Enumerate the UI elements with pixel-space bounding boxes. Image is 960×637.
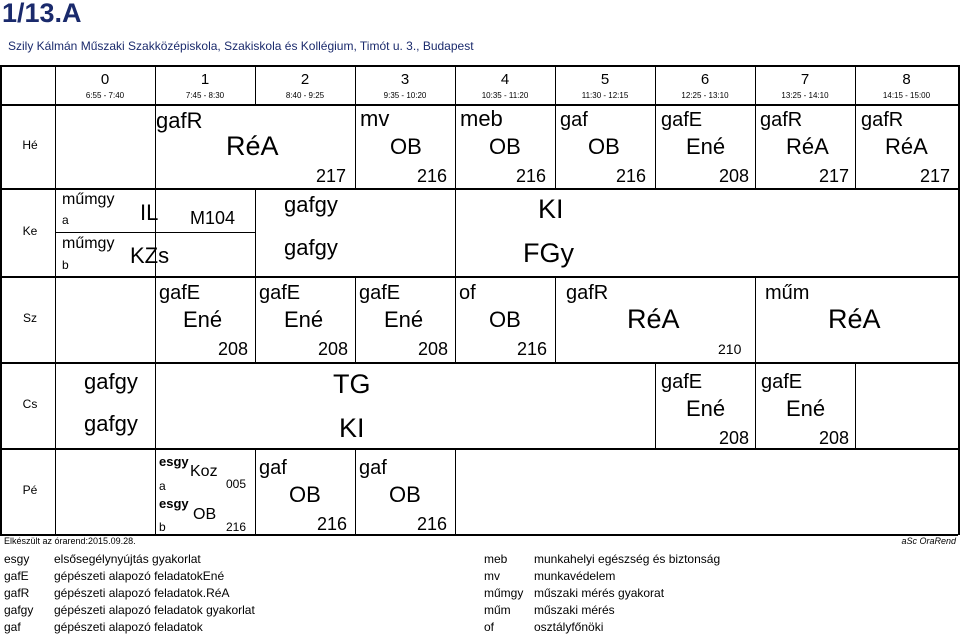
thu-p6-teacher: Ené bbox=[686, 396, 726, 421]
tue-gafgy-1: gafgy bbox=[284, 192, 338, 217]
school-name: Szily Kálmán Műszaki Szakközépiskola, Szakiskola és Kollégium, Timót u. 3., Budapest bbox=[8, 39, 474, 53]
wed-p3-room: 208 bbox=[418, 339, 449, 359]
page-title: 1/13.A bbox=[2, 0, 82, 28]
wed-p78-subject: műm bbox=[765, 282, 810, 304]
legend-item bbox=[484, 620, 603, 634]
wed-p3-teacher: Ené bbox=[384, 307, 424, 332]
grid-line bbox=[455, 188, 456, 276]
fri-p2-subject: gaf bbox=[259, 457, 287, 479]
mon-p4-subject: meb bbox=[460, 106, 503, 131]
grid-line bbox=[855, 362, 856, 448]
fri-p3-room: 216 bbox=[417, 514, 448, 534]
period-number: 6 bbox=[700, 71, 710, 88]
grid-line bbox=[0, 65, 2, 534]
grid-line bbox=[155, 362, 156, 448]
wed-p4-room: 216 bbox=[517, 339, 548, 359]
legend-value: elsősegélynyújtás gyakorlat bbox=[54, 552, 201, 566]
fri-a-group: a bbox=[159, 479, 166, 493]
wed-p1-room: 208 bbox=[218, 339, 249, 359]
legend-key: műmgy bbox=[484, 586, 524, 600]
wed-p4-teacher: OB bbox=[489, 307, 521, 332]
grid-line bbox=[455, 448, 456, 534]
wed-p4-subject: of bbox=[459, 282, 476, 304]
mon-p5-room: 216 bbox=[616, 166, 647, 186]
grid-line bbox=[0, 276, 958, 278]
mon-p4-teacher: OB bbox=[489, 134, 521, 159]
grid-line bbox=[0, 362, 958, 364]
fri-b-group: b bbox=[159, 520, 166, 534]
legend-value: osztályfőnöki bbox=[534, 620, 604, 634]
grid-line bbox=[755, 362, 756, 448]
thu-p6-room: 208 bbox=[719, 428, 750, 448]
day-label: Cs bbox=[22, 397, 38, 411]
legend-item bbox=[4, 620, 203, 634]
mon-p7-teacher: RéA bbox=[786, 134, 829, 159]
fri-a-subject: esgy bbox=[159, 454, 189, 469]
legend-value: gépészeti alapozó feladatok.RéA bbox=[54, 586, 230, 600]
tue-a-room: M104 bbox=[190, 208, 236, 228]
grid-line bbox=[455, 104, 456, 188]
grid-line bbox=[55, 65, 56, 534]
period-time: 11:30 - 12:15 bbox=[581, 91, 629, 100]
mon-p3-teacher: OB bbox=[390, 134, 422, 159]
grid-line bbox=[455, 276, 456, 362]
grid-line bbox=[0, 188, 958, 190]
fri-b-room: 216 bbox=[226, 520, 247, 534]
tue-a-group: a bbox=[62, 213, 69, 227]
wed-p56-teacher: RéA bbox=[627, 304, 680, 334]
tue-a-subject: műmgy bbox=[62, 191, 115, 208]
grid-line bbox=[755, 276, 756, 362]
grid-line bbox=[0, 65, 958, 67]
period-time: 12:25 - 13:10 bbox=[681, 91, 729, 100]
period-time: 6:55 - 7:40 bbox=[85, 91, 125, 100]
legend-key: gafR bbox=[4, 586, 30, 600]
legend-key: esgy bbox=[4, 552, 30, 566]
fri-a-room: 005 bbox=[226, 477, 247, 491]
period-time: 14:15 - 15:00 bbox=[882, 91, 931, 100]
legend-value: munkahelyi egészség és biztonság bbox=[534, 552, 721, 566]
grid-line bbox=[555, 104, 556, 188]
legend-value: műszaki mérés bbox=[534, 603, 615, 617]
mon-p3-room: 216 bbox=[417, 166, 448, 186]
thu-tg: TG bbox=[333, 369, 371, 399]
thu-p7-subject: gafE bbox=[761, 371, 803, 393]
legend-item bbox=[484, 603, 615, 617]
grid-line bbox=[755, 104, 756, 188]
legend-key: gafgy bbox=[4, 603, 34, 617]
thu-gafgy-1: gafgy bbox=[84, 369, 138, 394]
legend-key: of bbox=[484, 620, 495, 634]
day-label: Sz bbox=[22, 311, 37, 325]
thu-gafgy-2: gafgy bbox=[84, 411, 138, 436]
period-time: 9:35 - 10:20 bbox=[383, 91, 427, 100]
legend-value: gépészeti alapozó feladatokEné bbox=[54, 569, 225, 583]
legend-key: gaf bbox=[4, 620, 21, 634]
mon-p5-subject: gaf bbox=[560, 109, 588, 131]
grid-line bbox=[555, 276, 556, 362]
grid-line bbox=[655, 104, 656, 188]
period-number: 0 bbox=[100, 71, 110, 88]
grid-line bbox=[355, 448, 356, 534]
wed-p2-teacher: Ené bbox=[284, 307, 324, 332]
fri-a-teacher: Koz bbox=[190, 463, 218, 480]
wed-p1-teacher: Ené bbox=[183, 307, 223, 332]
mon-p8-room: 217 bbox=[920, 166, 951, 186]
legend-key: műm bbox=[484, 603, 511, 617]
period-number: 5 bbox=[600, 71, 610, 88]
mon-p1-room: 217 bbox=[316, 166, 347, 186]
legend-value: munkavédelem bbox=[534, 569, 616, 583]
tue-ki: KI bbox=[538, 194, 564, 224]
mon-p7-subject: gafR bbox=[760, 109, 803, 131]
legend-item bbox=[4, 586, 229, 600]
thu-p6-subject: gafE bbox=[661, 371, 703, 393]
legend-value: gépészeti alapozó feladatok bbox=[54, 620, 203, 634]
grid-line bbox=[55, 232, 255, 233]
grid-line bbox=[355, 276, 356, 362]
generated-date: Elkészült az órarend:2015.09.28. bbox=[4, 536, 136, 546]
mon-p1-teacher: RéA bbox=[226, 131, 279, 161]
fri-p3-subject: gaf bbox=[359, 457, 387, 479]
wed-p2-room: 208 bbox=[318, 339, 349, 359]
period-number: 8 bbox=[902, 71, 911, 88]
period-time: 10:35 - 11:20 bbox=[481, 91, 529, 100]
legend-item bbox=[484, 552, 720, 566]
wed-p56-room: 210 bbox=[718, 341, 742, 357]
day-label: Hé bbox=[22, 138, 38, 152]
mon-p5-teacher: OB bbox=[588, 134, 620, 159]
thu-p7-teacher: Ené bbox=[786, 396, 826, 421]
day-label: Pé bbox=[22, 483, 38, 497]
legend-value: műszaki mérés gyakorat bbox=[534, 586, 665, 600]
legend-item bbox=[484, 569, 615, 583]
grid-line bbox=[0, 534, 958, 536]
mon-p8-teacher: RéA bbox=[885, 134, 928, 159]
tue-fgy: FGy bbox=[523, 238, 574, 268]
mon-p7-room: 217 bbox=[819, 166, 850, 186]
brand-label: aSc OraRend bbox=[901, 536, 956, 546]
wed-p78-teacher: RéA bbox=[828, 304, 881, 334]
grid-line bbox=[255, 276, 256, 362]
grid-line bbox=[255, 448, 256, 534]
tue-gafgy-2: gafgy bbox=[284, 235, 338, 260]
legend-key: meb bbox=[484, 552, 508, 566]
day-label: Ke bbox=[22, 224, 38, 238]
fri-p3-teacher: OB bbox=[389, 482, 421, 507]
grid-line bbox=[855, 104, 856, 188]
thu-ki: KI bbox=[339, 413, 365, 443]
fri-p2-teacher: OB bbox=[289, 482, 321, 507]
mon-p8-subject: gafR bbox=[861, 109, 904, 131]
period-time: 8:40 - 9:25 bbox=[285, 91, 325, 100]
mon-p6-room: 208 bbox=[719, 166, 750, 186]
wed-p2-subject: gafE bbox=[259, 282, 301, 304]
mon-p3-subject: mv bbox=[360, 106, 390, 131]
period-time: 7:45 - 8:30 bbox=[185, 91, 225, 100]
period-number: 1 bbox=[200, 71, 210, 88]
grid-line bbox=[355, 104, 356, 188]
grid-line bbox=[255, 188, 256, 276]
wed-p3-subject: gafE bbox=[359, 282, 401, 304]
period-number: 3 bbox=[400, 71, 410, 88]
thu-p7-room: 208 bbox=[819, 428, 850, 448]
tue-b-group: b bbox=[62, 258, 69, 272]
legend-item bbox=[4, 569, 224, 583]
grid-line bbox=[155, 448, 156, 534]
grid-line bbox=[155, 276, 156, 362]
legend-item bbox=[4, 552, 201, 566]
grid-line bbox=[0, 448, 958, 450]
fri-p2-room: 216 bbox=[317, 514, 348, 534]
legend-key: gafE bbox=[4, 569, 29, 583]
mon-p6-subject: gafE bbox=[661, 109, 703, 131]
legend-item bbox=[4, 603, 255, 617]
period-number: 4 bbox=[500, 71, 510, 88]
mon-p6-teacher: Ené bbox=[686, 134, 726, 159]
period-time: 13:25 - 14:10 bbox=[781, 91, 829, 100]
legend-key: mv bbox=[484, 569, 500, 583]
tue-b-subject: műmgy bbox=[62, 235, 115, 252]
mon-p4-room: 216 bbox=[516, 166, 547, 186]
fri-b-teacher: OB bbox=[193, 506, 217, 523]
period-number: 2 bbox=[300, 71, 310, 88]
tue-b-teacher: KZs bbox=[130, 243, 170, 268]
wed-p56-subject: gafR bbox=[566, 282, 609, 304]
mon-p1-subject: gafR bbox=[156, 108, 203, 133]
tue-a-teacher: IL bbox=[140, 200, 159, 225]
fri-b-subject: esgy bbox=[159, 496, 189, 511]
grid-line bbox=[655, 362, 656, 448]
legend-item bbox=[484, 586, 664, 600]
wed-p1-subject: gafE bbox=[159, 282, 201, 304]
legend-value: gépészeti alapozó feladatok gyakorlat bbox=[54, 603, 255, 617]
period-number: 7 bbox=[800, 71, 810, 88]
